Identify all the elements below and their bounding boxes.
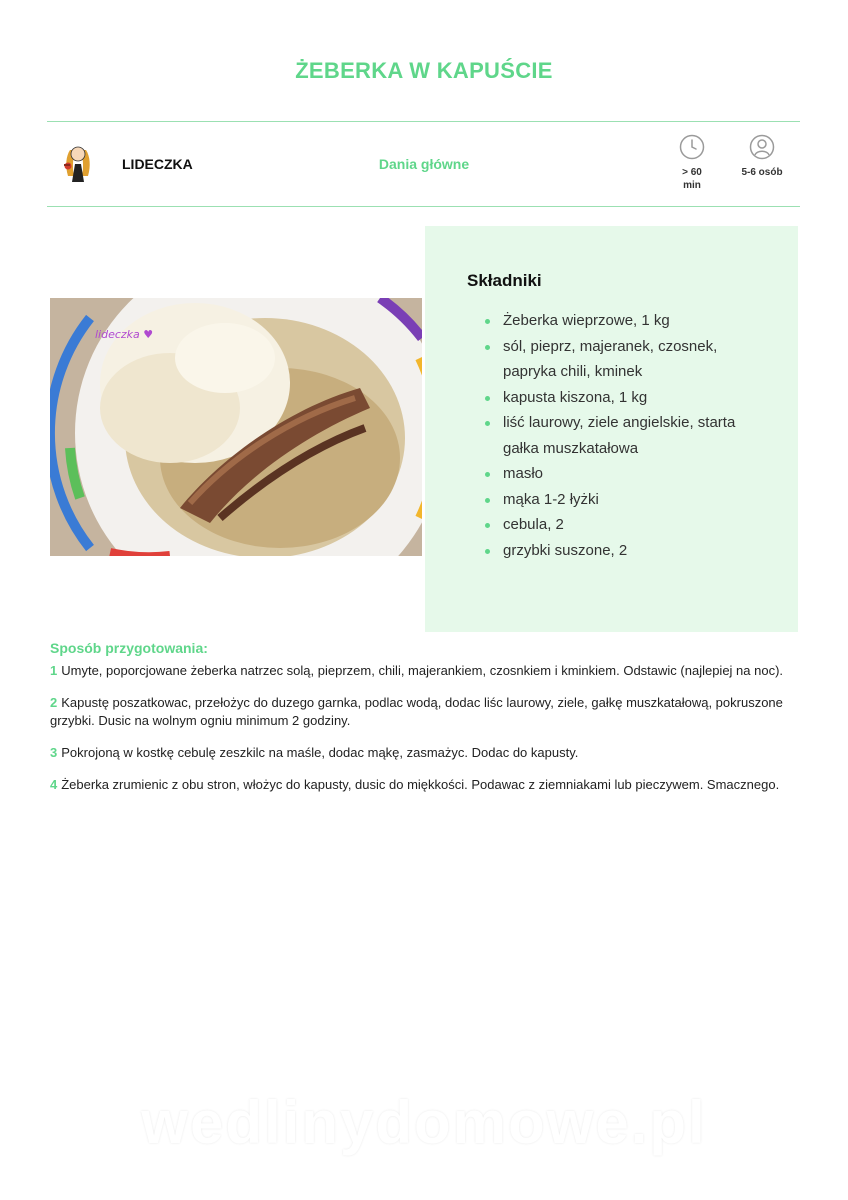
preparation-step	[50, 662, 800, 680]
step-text: Żeberka zrumienic z obu stron, włożyc do kapusty, dusic do miękkości. Podawac z ziemniakami lub pieczywem. Smacznego.	[61, 777, 780, 792]
preparation-heading: Sposób przygotowania:	[50, 640, 208, 656]
preparation-step	[50, 694, 800, 730]
ingredients-heading: Składniki	[467, 271, 542, 290]
servings	[732, 134, 792, 179]
ingredient-item: cebula, 2	[503, 512, 763, 538]
recipe-title: ŻEBERKA W KAPUŚCIE	[295, 58, 553, 83]
ingredient-item: grzybki suszone, 2	[503, 538, 763, 564]
ingredient-item: mąka 1-2 łyżki	[503, 487, 763, 513]
ingredient-item: liść laurowy, ziele angielskie, starta gałka muszkatałowa	[503, 410, 763, 461]
author-name[interactable]: LIDECZKA	[122, 156, 193, 172]
step-text: Pokrojoną w kostkę cebulę zeszkilc na maśle, dodac mąkę, zasmażyc. Dodac do kapusty.	[61, 745, 579, 760]
cooking-time-value: > 60	[682, 167, 702, 178]
step-number: 1	[50, 663, 58, 678]
cooking-time-unit: min	[683, 180, 701, 191]
step-number: 3	[50, 745, 58, 760]
header-divider-top	[47, 121, 800, 122]
servings-value: 5-6 osób	[741, 167, 783, 178]
svg-text:lideczka ♥: lideczka ♥	[95, 328, 154, 341]
cooking-time	[668, 134, 716, 192]
preparation-step	[50, 744, 800, 762]
header-divider-bottom	[47, 206, 800, 207]
dish-photo	[50, 298, 422, 556]
step-text: Umyte, poporcjowane żeberka natrzec solą, pieprzem, chili, majerankiem, czosnkiem i kminkiem. Odstawic (najlepiej na noc).	[61, 663, 784, 678]
step-number: 2	[50, 695, 58, 710]
ingredient-item: masło	[503, 461, 763, 487]
ingredient-item: sól, pieprz, majeranek, czosnek, papryka chili, kminek	[503, 334, 763, 385]
ingredient-item: Żeberka wieprzowe, 1 kg	[503, 308, 763, 334]
ingredients-panel	[425, 226, 798, 632]
recipe-category[interactable]: Dania główne	[378, 156, 470, 172]
preparation-step	[50, 776, 800, 794]
step-text: Kapustę poszatkowac, przełożyc do duzego garnka, podlac wodą, dodac liśc laurowy, ziele, gałkę muszkatałową, pokruszone grzybki. Dusic na wolnym ogniu minimum 2 godziny.	[50, 695, 783, 728]
person-icon	[749, 134, 775, 160]
ingredients-list	[503, 308, 763, 563]
clock-icon	[679, 134, 705, 160]
site-watermark: wedlinydomowe.pl	[141, 1089, 707, 1156]
preparation-steps	[50, 662, 800, 808]
ingredient-item: kapusta kiszona, 1 kg	[503, 385, 763, 411]
step-number: 4	[50, 777, 58, 792]
